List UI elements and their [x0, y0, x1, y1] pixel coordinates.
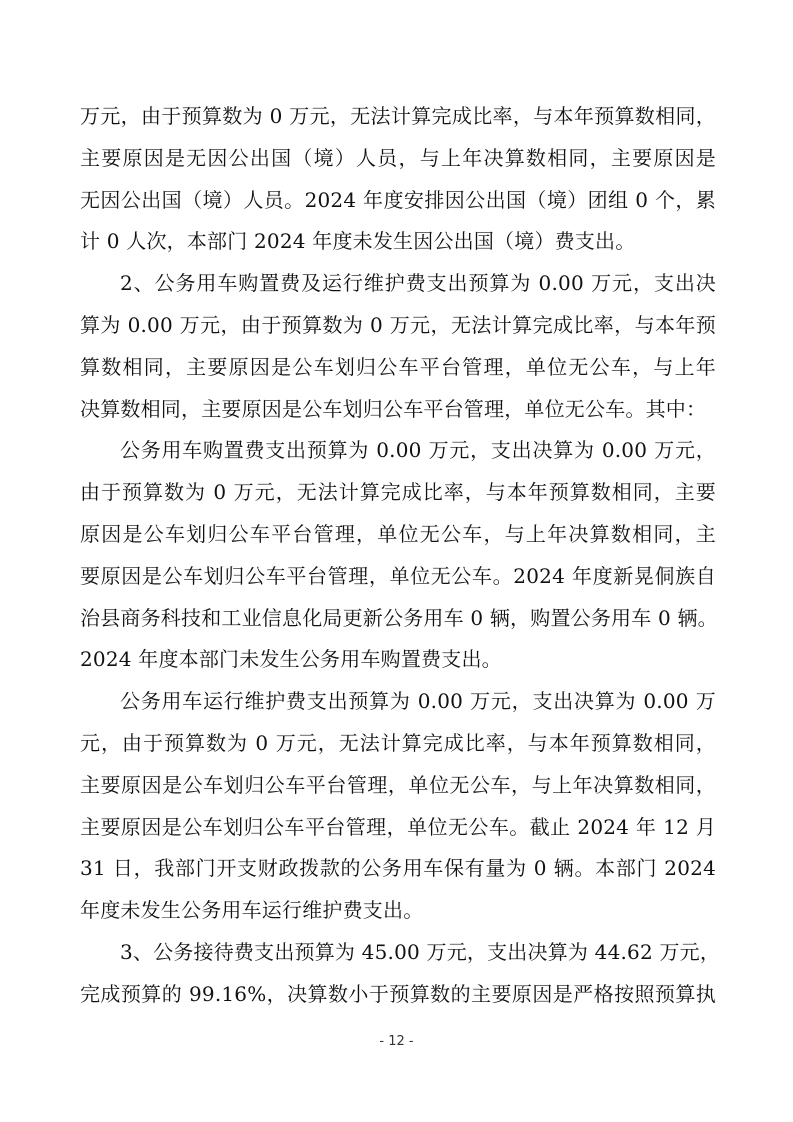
- text-line-17: 主要原因是公车划归公车平台管理，单位无公车，与上年决算数相同，: [80, 772, 716, 797]
- text-line-7: 算数相同，主要原因是公车划归公车平台管理，单位无公车，与上年: [80, 354, 716, 379]
- text-line-11: 原因是公车划归公车平台管理，单位无公车，与上年决算数相同，主: [80, 521, 716, 546]
- text-line-10: 由于预算数为 0 万元，无法计算完成比率，与本年预算数相同，主要: [80, 480, 716, 505]
- text-line-21: 3、公务接待费支出预算为 45.00 万元，支出决算为 44.62 万元，: [120, 939, 721, 964]
- text-line-19: 31 日，我部门开支财政拨款的公务用车保有量为 0 辆。本部门 2024: [80, 856, 716, 881]
- page-number: - 12 -: [379, 1034, 414, 1049]
- text-line-12: 要原因是公车划归公车平台管理，单位无公车。2024 年度新晃侗族自: [80, 563, 716, 588]
- body-text: [80, 96, 721, 1016]
- text-line-6: 算为 0.00 万元，由于预算数为 0 万元，无法计算完成比率，与本年预: [80, 312, 716, 337]
- text-line-3: 无因公出国（境）人员。2024 年度安排因公出国（境）团组 0 个，累: [80, 187, 716, 212]
- text-line-14: 2024 年度本部门未发生公务用车购置费支出。: [80, 647, 502, 672]
- text-line-5: 2、公务用车购置费及运行维护费支出预算为 0.00 万元，支出决: [120, 271, 716, 296]
- text-line-16: 元，由于预算数为 0 万元，无法计算完成比率，与本年预算数相同，: [80, 730, 716, 755]
- text-line-1: 万元，由于预算数为 0 万元，无法计算完成比率，与本年预算数相同，: [80, 104, 716, 128]
- text-line-22: 完成预算的 99.16%，决算数小于预算数的主要原因是严格按照预算执: [80, 981, 716, 1006]
- text-line-15: 公务用车运行维护费支出预算为 0.00 万元，支出决算为 0.00 万: [120, 689, 716, 714]
- text-line-9: 公务用车购置费支出预算为 0.00 万元，支出决算为 0.00 万元，: [120, 438, 716, 463]
- text-line-18: 主要原因是公车划归公车平台管理，单位无公车。截止 2024 年 12 月: [80, 814, 716, 839]
- text-line-2: 主要原因是无因公出国（境）人员，与上年决算数相同，主要原因是: [80, 145, 716, 170]
- text-line-4: 计 0 人次，本部门 2024 年度未发生因公出国（境）费支出。: [80, 229, 636, 254]
- text-line-8: 决算数相同，主要原因是公车划归公车平台管理，单位无公车。其中：: [80, 396, 707, 421]
- text-line-13: 治县商务科技和工业信息化局更新公务用车 0 辆，购置公务用车 0 辆。: [80, 605, 718, 630]
- text-line-20: 年度未发生公务用车运行维护费支出。: [80, 898, 424, 923]
